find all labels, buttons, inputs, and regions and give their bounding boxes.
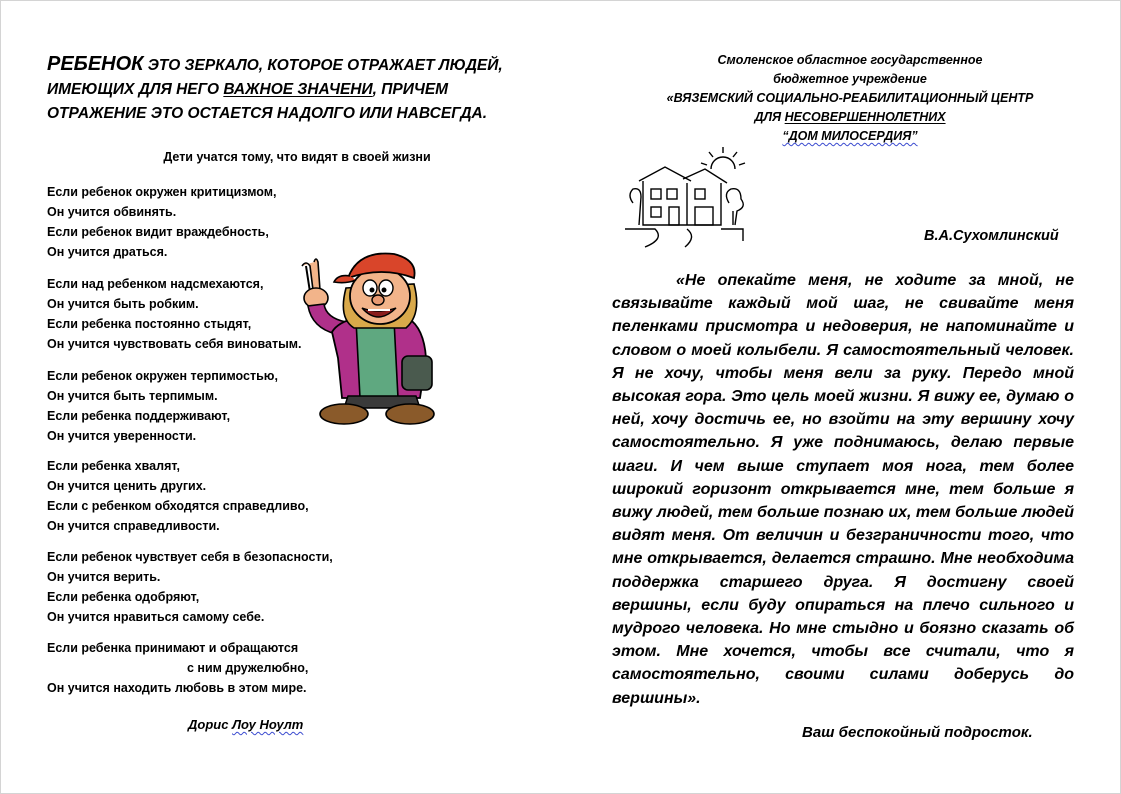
poem-line: Если ребенка постоянно стыдят, — [47, 317, 252, 331]
left-heading — [47, 52, 527, 126]
heading-part-4: ОТРАЖЕНИЕ ЭТО ОСТАЕТСЯ НАДОЛГО ИЛИ НАВСЕГДА. — [47, 105, 488, 122]
poem-line: Он учится обвинять. — [47, 205, 177, 219]
poem-line: Если ребенок чувствует себя в безопасности, — [47, 550, 333, 564]
org-line-4 — [620, 108, 1080, 127]
org-line-5: “ДОМ МИЛОСЕРДИЯ” — [782, 129, 918, 143]
poem-author — [188, 717, 303, 732]
poem-line: Если ребенка поддерживают, — [47, 409, 231, 423]
poem-line: Если ребенок окружен терпимостью, — [47, 369, 278, 383]
quote-text: «Не опекайте меня, не ходите за мной, не связывайте каждый мой шаг, не свивайте меня пеленками присмотра и недоверия, не напоминайте и словом о моей колыбели. Я самостоятельный человек. Я не хочу, чтобы меня вели за руку. Передо мной высокая гора. Это цель моей жизни. Я вижу ее, думаю о ней, хочу достичь ее, но взойти на эту вершину хочу самостоятельно. Я уже поднимаюсь, делаю первые шаги. И чем выше ступает моя нога, тем более широкий горизонт открывается мне, тем больше я вижу людей, тем больше познаю их, тем больше людей видят меня. От величин и безграничности того, что мне открывается, делается страшно. Мне необходима поддержка старшего друга. Я достигну своей вершины, если буду опираться на плечо сильного и мудрого человека. Но мне стыдно и боязно сказать об этом. Мне хочется, чтобы все считали, что я самостоятельно, своими силами доберусь до вершины». — [612, 272, 1074, 707]
heading-part-1: ЭТО ЗЕРКАЛО, КОТОРОЕ ОТРАЖАЕТ ЛЮДЕЙ, — [143, 57, 503, 74]
org-line-1: Смоленское областное государственное — [717, 53, 983, 67]
heading-part-3: , ПРИЧЕМ — [372, 81, 449, 98]
poem-line: Он учится чувствовать себя виноватым. — [47, 337, 302, 351]
org-line-4a: ДЛЯ — [754, 110, 785, 124]
org-line-2: бюджетное учреждение — [773, 72, 927, 86]
cartoon-boy-icon — [298, 248, 450, 430]
org-line-4b: НЕСОВЕРШЕННОЛЕТНИХ — [784, 110, 946, 124]
poem-line: Если ребенка принимают и обращаются — [47, 641, 299, 655]
poem-line: Он учится драться. — [47, 245, 168, 259]
poem-line: Он учится уверенности. — [47, 429, 197, 443]
poem-stanza-6 — [47, 638, 377, 698]
poem-stanza-5 — [47, 547, 377, 627]
signature: Ваш беспокойный подросток. — [802, 724, 1033, 741]
organization-header — [620, 51, 1080, 146]
heading-underlined: ВАЖНОЕ ЗНАЧЕНИ — [223, 81, 373, 98]
poem-subtitle: Дети учатся тому, что видят в своей жизни — [163, 150, 431, 164]
poem-line: Если с ребенком обходятся справедливо, — [47, 499, 309, 513]
poem-author-last: Лоу Ноулт — [232, 717, 304, 732]
poem-line: Он учится быть робким. — [47, 297, 199, 311]
poem-line: Он учится нравиться самому себе. — [47, 610, 265, 624]
poem-line: Он учится справедливости. — [47, 519, 220, 533]
heading-part-2: ИМЕЮЩИХ ДЛЯ НЕГО — [47, 81, 224, 98]
poem-line: Если над ребенком надсмехаются, — [47, 277, 264, 291]
poem-line: Если ребенок видит враждебность, — [47, 225, 269, 239]
poem-line: Он учится быть терпимым. — [47, 389, 218, 403]
poem-line: Если ребенка хвалят, — [47, 459, 181, 473]
poem-line: Он учится находить любовь в этом мире. — [47, 681, 307, 695]
poem-line: Он учится верить. — [47, 570, 161, 584]
poem-line: Если ребенок окружен критицизмом, — [47, 185, 277, 199]
heading-first-word: РЕБЕНОК — [47, 53, 144, 75]
quote-author: В.А.Сухомлинский — [924, 228, 1059, 244]
poem-stanza-4 — [47, 456, 377, 536]
poem-line: Если ребенка одобряют, — [47, 590, 200, 604]
poem-line: с ним дружелюбно, — [187, 661, 309, 675]
org-line-3: «ВЯЗЕМСКИЙ СОЦИАЛЬНО-РЕАБИЛИТАЦИОННЫЙ ЦЕНТР — [666, 91, 1034, 105]
poem-line: Он учится ценить других. — [47, 479, 207, 493]
house-drawing-icon — [625, 143, 750, 248]
poem-author-first: Дорис — [188, 717, 233, 732]
